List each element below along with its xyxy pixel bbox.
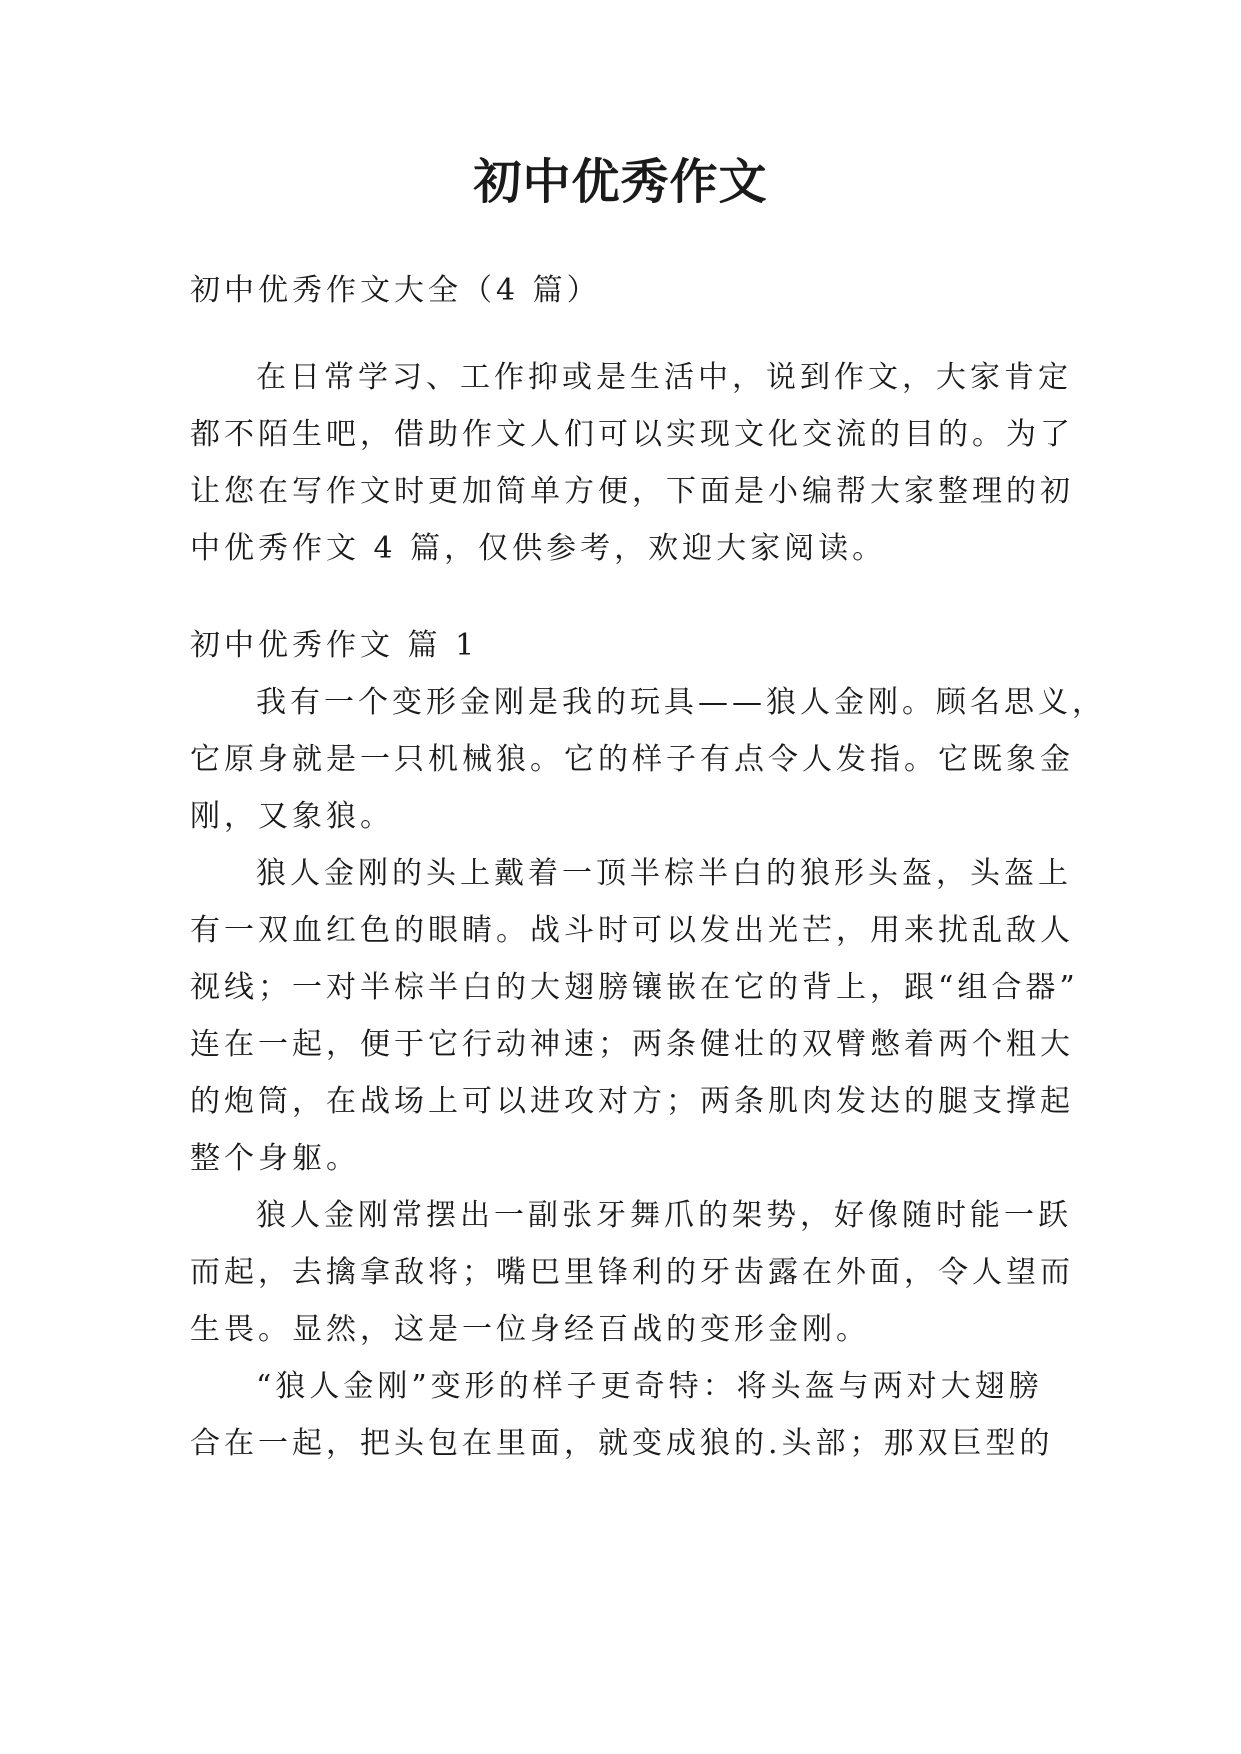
paragraph-line: 有一双血红色的眼睛。战斗时可以发出光芒，用来扰乱敌人	[190, 913, 1074, 948]
document-subtitle: 初中优秀作文大全（4 篇）	[190, 273, 601, 308]
paragraph-line: 而起，去擒拿敌将；嘴巴里锋利的牙齿露在外面，令人望而	[190, 1255, 1074, 1290]
paragraph-line: 狼人金刚常摆出一副张牙舞爪的架势，好像随时能一跃	[256, 1198, 1072, 1233]
paragraph-line: 视线；一对半棕半白的大翅膀镶嵌在它的背上，跟“组合器”	[190, 970, 1079, 1005]
paragraph-line: 狼人金刚的头上戴着一顶半棕半白的狼形头盔，头盔上	[256, 856, 1072, 891]
paragraph-line: 我有一个变形金刚是我的玩具——狼人金刚。顾名思义，	[256, 685, 1106, 720]
section-heading: 初中优秀作文 篇 1	[190, 628, 479, 663]
document-title: 初中优秀作文	[473, 154, 768, 210]
paragraph-line: 刚，又象狼。	[190, 799, 394, 834]
paragraph-line: 的炮筒，在战场上可以进攻对方；两条肌肉发达的腿支撑起	[190, 1084, 1074, 1119]
paragraph-line: “狼人金刚”变形的样子更奇特：将头盔与两对大翅膀	[256, 1369, 1043, 1404]
paragraph-line: 让您在写作文时更加简单方便，下面是小编帮大家整理的初	[190, 474, 1074, 509]
document-body	[190, 262, 1106, 1472]
paragraph-line: 连在一起，便于它行动神速；两条健壮的双臂憋着两个粗大	[190, 1027, 1074, 1062]
paragraph-line: 生畏。显然，这是一位身经百战的变形金刚。	[190, 1312, 870, 1347]
paragraph-line: 都不陌生吧，借助作文人们可以实现文化交流的目的。为了	[190, 417, 1074, 452]
paragraph-line: 合在一起，把头包在里面，就变成狼的.头部；那双巨型的	[190, 1426, 1054, 1461]
paragraph-line: 整个身躯。	[190, 1141, 360, 1176]
paragraph-line: 中优秀作文 4 篇，仅供参考，欢迎大家阅读。	[190, 531, 887, 566]
paragraph-line: 在日常学习、工作抑或是生活中，说到作文，大家肯定	[256, 360, 1072, 395]
paragraph-line: 它原身就是一只机械狼。它的样子有点令人发指。它既象金	[190, 742, 1074, 777]
